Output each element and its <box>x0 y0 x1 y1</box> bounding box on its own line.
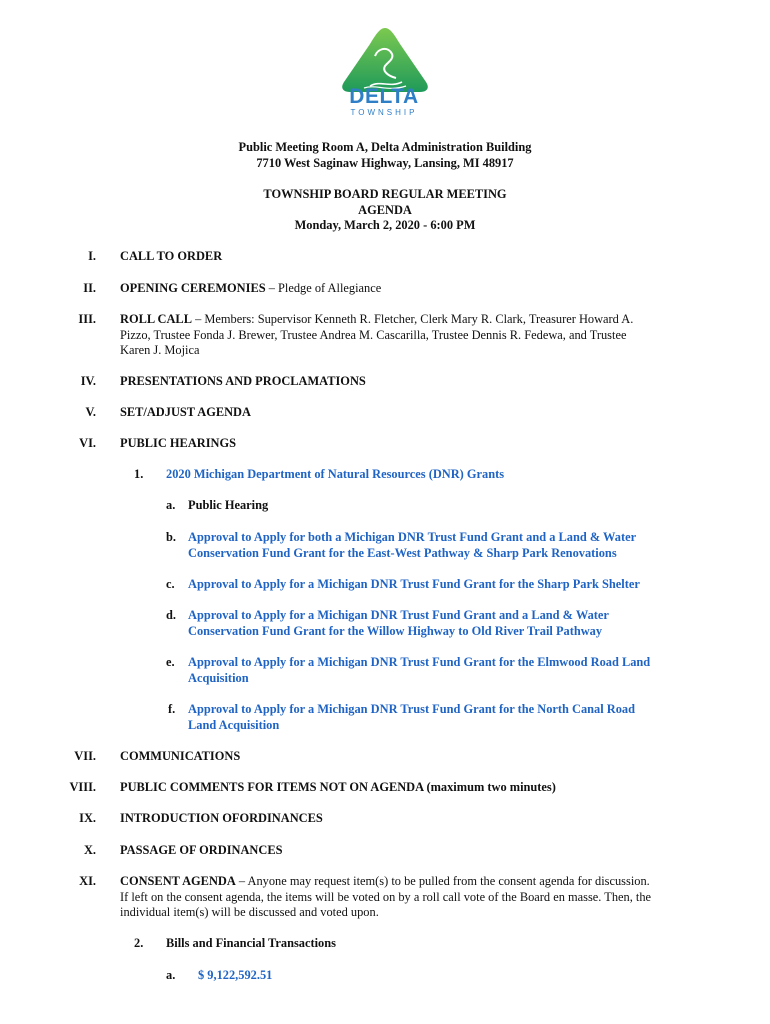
item-number: VI. <box>79 436 96 450</box>
item-title: CONSENT AGENDA <box>120 874 236 888</box>
subitem-letter: d. <box>166 608 176 622</box>
logo-word: DELTA <box>349 85 419 108</box>
meeting-title: TOWNSHIP BOARD REGULAR MEETING <box>263 187 507 201</box>
link-east-west-pathway[interactable]: Approval to Apply for both a Michigan DNR Trust Fund Grant and a Land & Water <box>188 530 637 544</box>
subitem-letter: e. <box>166 655 175 669</box>
item-number: III. <box>78 312 96 326</box>
public-hearing-label: Public Hearing <box>188 498 269 512</box>
item-roll-call <box>120 311 633 327</box>
item-consent-agenda <box>120 873 650 889</box>
item-number: X. <box>83 843 96 857</box>
link-east-west-pathway-cont[interactable]: Conservation Fund Grant for the East-West Pathway & Sharp Park Renovations <box>188 546 617 560</box>
subitem-letter: f. <box>168 702 176 716</box>
subitem-number: 1. <box>134 467 144 481</box>
link-elmwood-road-cont[interactable]: Acquisition <box>188 671 249 685</box>
item-number: I. <box>88 249 96 263</box>
item-number: V. <box>85 405 96 419</box>
consent-line3: individual item(s) will be discussed and voted upon. <box>120 905 379 919</box>
item-title: OPENING CEREMONIES <box>120 281 266 295</box>
link-willow-highway[interactable]: Approval to Apply for a Michigan DNR Trust Fund Grant and a Land & Water <box>188 608 609 622</box>
item-introduction-ordinances: INTRODUCTION OFORDINANCES <box>120 811 323 825</box>
logo-sub: TOWNSHIP <box>350 108 418 117</box>
link-north-canal-road[interactable]: Approval to Apply for a Michigan DNR Trust Fund Grant for the North Canal Road <box>188 702 636 716</box>
item-detail: – Anyone may request item(s) to be pulled from the consent agenda for discussion. <box>235 874 650 888</box>
logo-wordmark <box>336 86 432 118</box>
item-call-to-order: CALL TO ORDER <box>120 249 223 263</box>
link-elmwood-road[interactable]: Approval to Apply for a Michigan DNR Trust Fund Grant for the Elmwood Road Land <box>188 655 651 669</box>
item-opening-ceremonies <box>120 280 381 296</box>
item-presentations: PRESENTATIONS AND PROCLAMATIONS <box>120 374 366 388</box>
roll-call-line3: Karen J. Mojica <box>120 343 200 357</box>
item-number: IX. <box>79 811 96 825</box>
roll-call-line2: Pizzo, Trustee Fonda J. Brewer, Trustee Andrea M. Cascarilla, Trustee Dennis R. Fedewa, and Trustee <box>120 328 627 342</box>
link-north-canal-road-cont[interactable]: Land Acquisition <box>188 718 280 732</box>
meeting-date: Monday, March 2, 2020 - 6:00 PM <box>294 218 476 232</box>
item-number: VII. <box>74 749 96 763</box>
item-title: ROLL CALL <box>120 312 192 326</box>
subitem-number: 2. <box>134 936 144 950</box>
item-number: II. <box>83 281 96 295</box>
consent-line2: If left on the consent agenda, the items will be voted on by a roll call vote of the Board en masse. Then, the <box>120 890 652 904</box>
subitem-letter: b. <box>166 530 176 544</box>
item-detail: – Pledge of Allegiance <box>265 281 382 295</box>
meeting-address: 7710 West Saginaw Highway, Lansing, MI 48917 <box>256 156 514 170</box>
subitem-letter: a. <box>166 968 176 982</box>
item-passage-ordinances: PASSAGE OF ORDINANCES <box>120 843 283 857</box>
item-number: VIII. <box>69 780 96 794</box>
item-detail: – Members: Supervisor Kenneth R. Fletcher, Clerk Mary R. Clark, Treasurer Howard A. <box>191 312 634 326</box>
item-number: XI. <box>79 874 96 888</box>
item-set-adjust-agenda: SET/ADJUST AGENDA <box>120 405 251 419</box>
link-willow-highway-cont[interactable]: Conservation Fund Grant for the Willow Highway to Old River Trail Pathway <box>188 624 603 638</box>
link-bills-amount[interactable]: $ 9,122,592.51 <box>198 968 273 982</box>
bills-financial-transactions: Bills and Financial Transactions <box>166 936 336 950</box>
subitem-letter: c. <box>166 577 175 591</box>
link-dnr-grants[interactable]: 2020 Michigan Department of Natural Resources (DNR) Grants <box>166 467 505 481</box>
link-sharp-park-shelter[interactable]: Approval to Apply for a Michigan DNR Trust Fund Grant for the Sharp Park Shelter <box>188 577 640 591</box>
subitem-letter: a. <box>166 498 176 512</box>
agenda-heading: AGENDA <box>358 203 412 217</box>
meeting-location: Public Meeting Room A, Delta Administration Building <box>238 140 532 154</box>
item-public-comments: PUBLIC COMMENTS FOR ITEMS NOT ON AGENDA (maximum two minutes) <box>120 780 556 794</box>
item-public-hearings: PUBLIC HEARINGS <box>120 436 237 450</box>
item-number: IV. <box>80 374 96 388</box>
item-communications: COMMUNICATIONS <box>120 749 241 763</box>
